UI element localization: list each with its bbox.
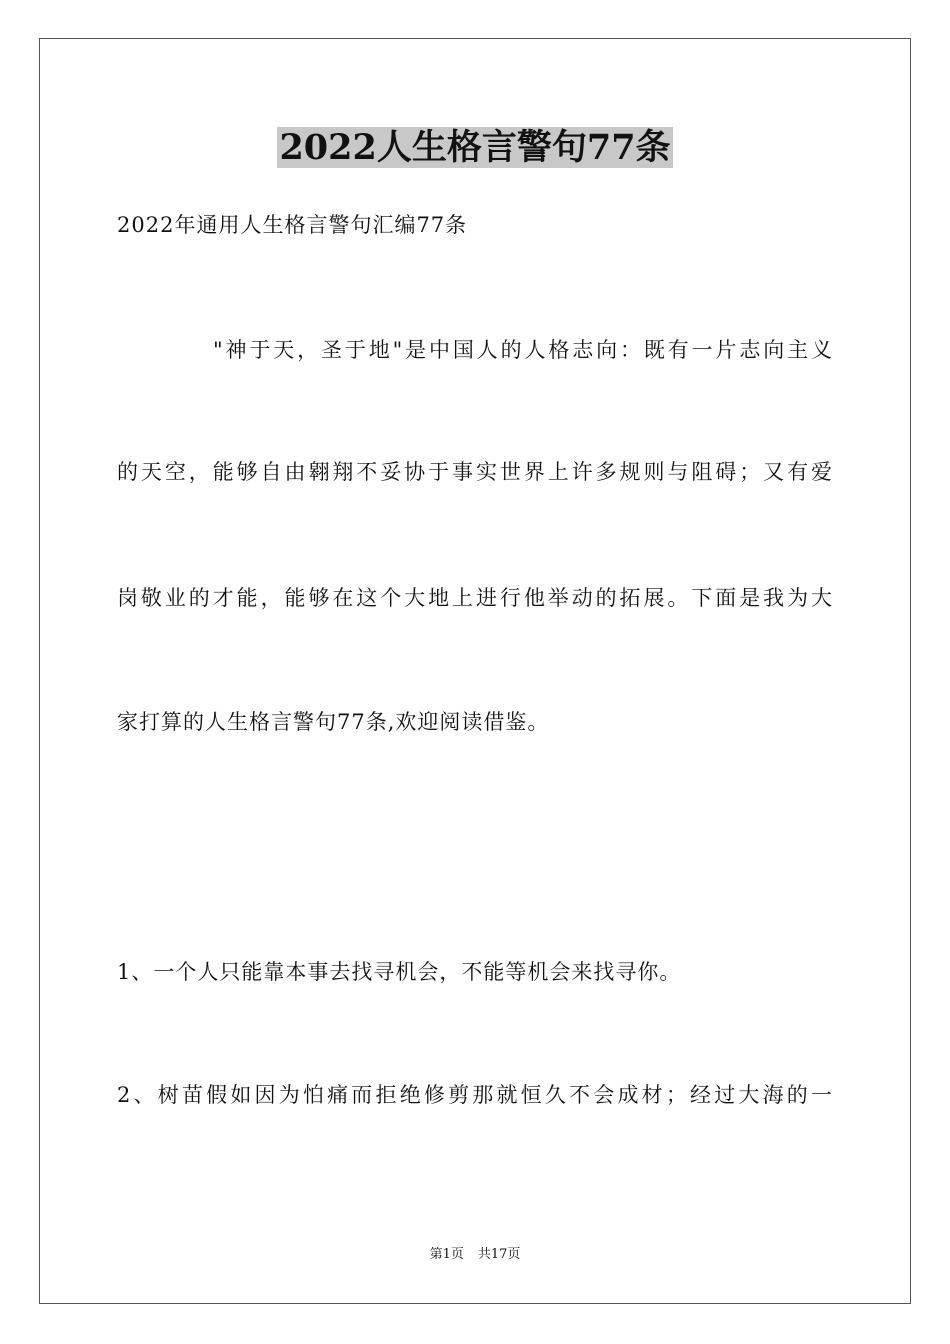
intro-line-3: 岗敬业的才能，能够在这个大地上进行他举动的拓展。下面是我为大 <box>117 586 833 610</box>
page-footer <box>0 1246 950 1264</box>
list-item-1: 1、一个人只能靠本事去找寻机会，不能等机会来找寻你。 <box>117 960 682 984</box>
intro-line-1: "神于天，圣于地"是中国人的人格志向：既有一片志向主义 <box>213 338 833 362</box>
document-subtitle: 2022年通用人生格言警句汇编77条 <box>117 213 468 237</box>
intro-line-2: 的天空，能够自由翱翔不妥协于事实世界上许多规则与阻碍；又有爱 <box>117 460 833 484</box>
page-total: 共17页 <box>477 1247 521 1262</box>
document-title-text: 2022人生格言警句77条 <box>279 127 671 168</box>
page-number: 第1页 <box>429 1247 464 1262</box>
intro-line-4: 家打算的人生格言警句77条,欢迎阅读借鉴。 <box>117 710 550 734</box>
document-title <box>0 126 950 170</box>
list-item-2: 2、树苗假如因为怕痛而拒绝修剪那就恒久不会成材；经过大海的一 <box>117 1083 833 1107</box>
